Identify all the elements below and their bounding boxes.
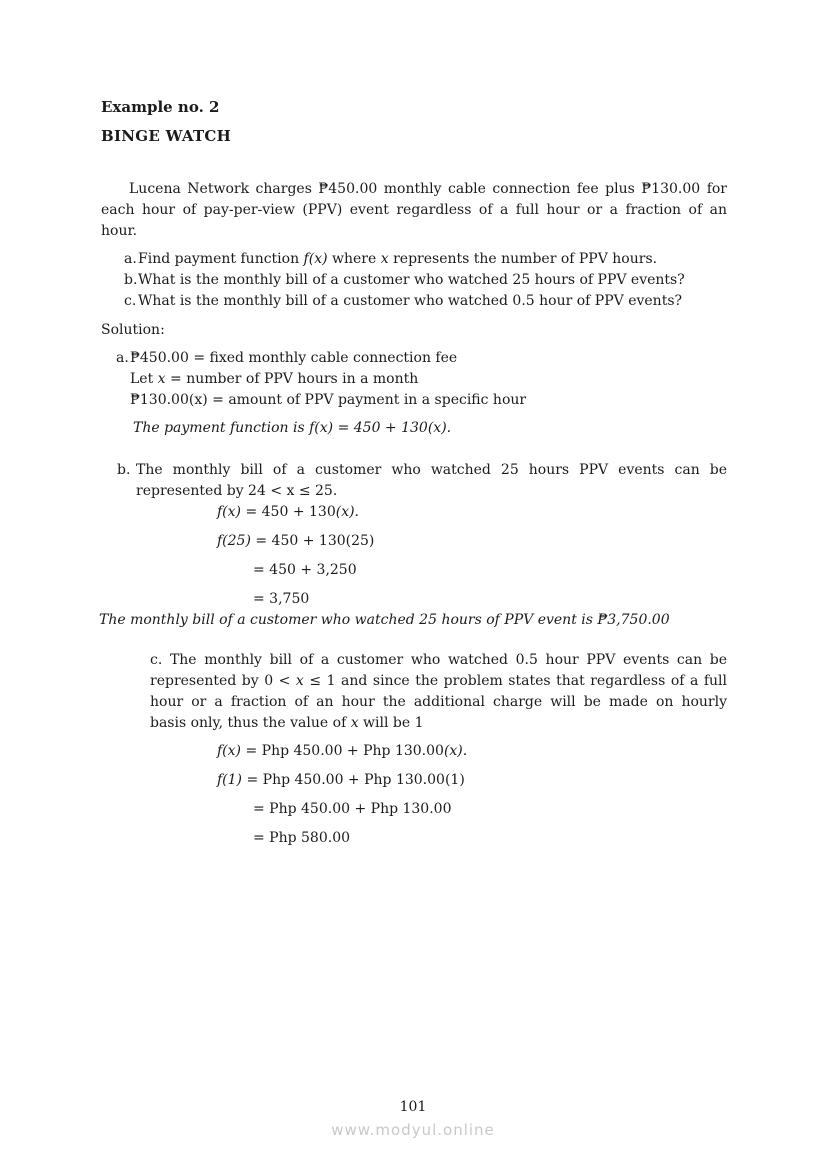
solution-b-line-2: represented by 24 < x ≤ 25. [136, 483, 338, 499]
solution-c-line-1 [150, 650, 727, 671]
intro-paragraph [101, 179, 727, 242]
example-heading: Example no. 2 [101, 98, 220, 116]
solution-b-conclusion: The monthly bill of a customer who watched 25 hours of PPV event is ₱3,750.00 [99, 612, 670, 628]
equation-c1-fx: f(x) [217, 743, 242, 759]
solution-a-line-1: ₱450.00 = fixed monthly cable connection fee [130, 350, 458, 366]
equation-b1-fx: f(x) [217, 504, 242, 520]
solution-c-text: ≤ 1 and since the problem states that regardless of a full [303, 673, 727, 689]
question-marker-a: a. [124, 251, 137, 267]
question-item-c [124, 291, 727, 312]
equation-c1-x: (x). [443, 743, 468, 759]
equation-c-4: = Php 580.00 [253, 830, 351, 846]
equation-c-1 [217, 741, 727, 762]
solution-c-text: The monthly bill of a customer who watched 0.5 hour PPV events can be [169, 652, 727, 668]
solution-c-x: x [350, 715, 359, 731]
question-a-text: where [327, 251, 381, 267]
page-number: 101 [399, 1099, 427, 1115]
question-marker-c: c. [124, 293, 137, 309]
solution-a-result: The payment function is f(x) = 450 + 130(x). [133, 420, 452, 436]
solution-c-line-3: hour or a fraction of an hour the additional charge will be made on hourly [150, 694, 727, 710]
equation-b1-body: = 450 + 130 [241, 504, 336, 520]
solution-c-text: represented by 0 < [150, 673, 296, 689]
solution-c-block [150, 650, 727, 734]
equation-c-3: = Php 450.00 + Php 130.00 [253, 801, 452, 817]
solution-a-block [116, 348, 727, 439]
question-list [124, 249, 727, 312]
equation-b-2 [217, 531, 727, 552]
question-item-a [124, 249, 727, 270]
question-c-text: What is the monthly bill of a customer who watched 0.5 hour of PPV events? [138, 293, 683, 309]
solution-a-line-2 [116, 369, 727, 390]
equation-b2-body: = 450 + 130(25) [250, 533, 375, 549]
page-content [101, 0, 727, 849]
solution-c-text: basis only, thus the value of [150, 715, 351, 731]
equation-c2-f1: f(1) [217, 772, 243, 788]
equation-c-2 [217, 770, 727, 791]
question-marker-b: b. [124, 272, 138, 288]
equation-b2-f25: f(25) [217, 533, 251, 549]
solution-c-text: will be 1 [358, 715, 424, 731]
equation-b1-x: (x). [335, 504, 360, 520]
intro-line-1: Lucena Network charges ₱450.00 monthly cable connection fee plus ₱130.00 for [129, 181, 727, 197]
solution-b-line-1: The monthly bill of a customer who watched 25 hours PPV events can be [136, 462, 727, 478]
solution-a-marker: a. [116, 350, 129, 366]
question-a-x: x [380, 251, 389, 267]
question-item-b [124, 270, 727, 291]
solution-b-block [117, 460, 727, 502]
intro-line-2: each hour of pay-per-view (PPV) event regardless of a full hour or a fraction of an [101, 202, 727, 218]
solution-c-marker: c. [150, 652, 170, 668]
question-a-fx: f(x) [303, 251, 328, 267]
equation-c2-body: = Php 450.00 + Php 130.00(1) [242, 772, 465, 788]
solution-c-line-2 [150, 671, 727, 692]
solution-b-marker: b. [117, 462, 131, 478]
solution-a-x: x [157, 371, 166, 387]
solution-label: Solution: [101, 322, 165, 338]
question-a-text: Find payment function [138, 251, 304, 267]
equation-c1-body: = Php 450.00 + Php 130.00 [241, 743, 444, 759]
solution-a-let-text: Let [130, 371, 158, 387]
equation-b-4: = 3,750 [253, 591, 310, 607]
question-a-text: represents the number of PPV hours. [388, 251, 658, 267]
solution-a-let-text: = number of PPV hours in a month [165, 371, 419, 387]
watermark-text: www.modyul.online [331, 1121, 495, 1139]
solution-c-line-4 [150, 713, 727, 734]
equation-b-1 [217, 502, 727, 523]
solution-a-line-3: ₱130.00(x) = amount of PPV payment in a specific hour [130, 392, 527, 408]
question-b-text: What is the monthly bill of a customer who watched 25 hours of PPV events? [138, 272, 685, 288]
equation-b-3: = 450 + 3,250 [253, 562, 357, 578]
intro-line-3: hour. [101, 223, 138, 239]
problem-title: BINGE WATCH [101, 127, 232, 145]
solution-c-x: x [295, 673, 304, 689]
